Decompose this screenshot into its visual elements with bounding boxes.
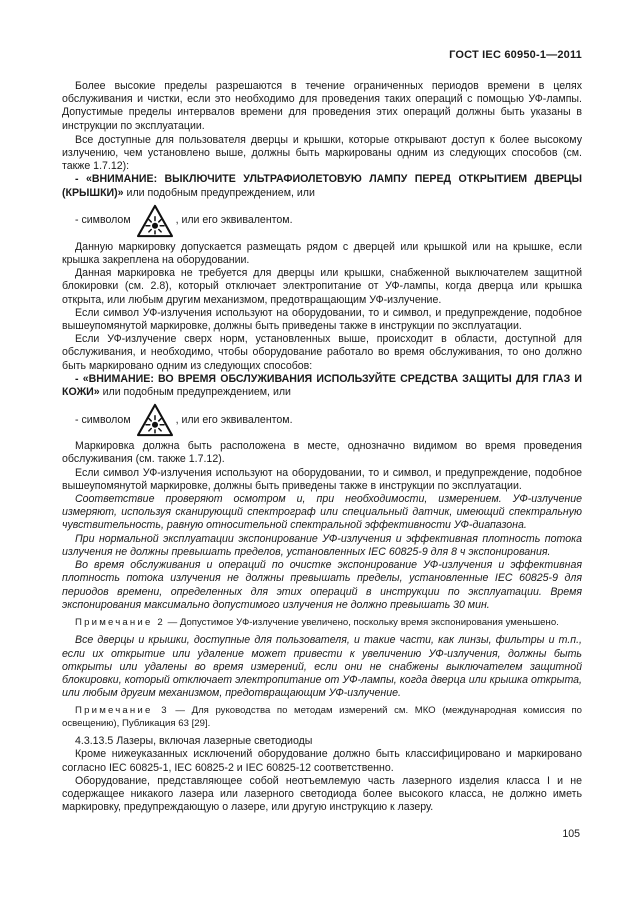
compliance-paragraph: Все дверцы и крышки, доступные для пользователя, и такие части, как линзы, фильтры и т.п., если их открытие или удаление может привести к увеличению УФ-излучения, должны быть открыты или удалены во время измерений, если они не снабжены выключателем защитной блокировки, который отключает электропитание от УФ-лампы, когда дверца или крышка открыта, или любым другим механизмом, предотвращающим УФ-излучение.	[62, 634, 582, 700]
document-body	[62, 80, 582, 814]
uv-radiation-warning-icon	[136, 204, 174, 238]
warning-text: - «ВНИМАНИЕ: ВО ВРЕМЯ ОБСЛУЖИВАНИЯ ИСПОЛЬЗУЙТЕ СРЕДСТВА ЗАЩИТЫ ДЛЯ ГЛАЗ И КОЖИ»	[62, 372, 582, 399]
symbol-line: - символом , или его эквивалентом.	[62, 402, 582, 438]
compliance-paragraph: Во время обслуживания и операций по очистке экспонирование УФ-излучения и эффективная плотность потока излучения не должны превышать пределы, установленные IEC 60825-9 для периодов времени, определенных для этих операций в инструкции по эксплуатации. Время экспонирования максимально допустимого излучения не должно превышать 30 мин.	[62, 559, 582, 611]
note-label: Примечание 2	[75, 616, 165, 628]
note: Примечание 3 — Для руководства по методам измерений см. МКО (международная комиссия по освещению), Публикация 63 [29].	[62, 705, 582, 729]
paragraph: Данную маркировку допускается размещать рядом с дверцей или крышкой или на крышке, если крышка закреплена на оборудовании.	[62, 240, 582, 267]
page-number: 105	[562, 828, 580, 840]
note: Примечание 2 — Допустимое УФ-излучение увеличено, поскольку время экспонирования уменьшено.	[75, 616, 559, 628]
section-heading: 4.3.13.5 Лазеры, включая лазерные светодиоды	[75, 735, 313, 748]
standard-header: ГОСТ IEC 60950-1—2011	[449, 49, 582, 61]
paragraph: Все доступные для пользователя дверцы и крышки, которые открывают доступ к более высокому излучению, чем установлено выше, должны быть маркированы одним из следующих способов (см. также 1.7.12):	[62, 133, 582, 173]
uv-radiation-warning-icon	[136, 403, 174, 437]
paragraph: Если символ УФ-излучения используют на оборудовании, то и символ, и предупреждение, подобное вышеупомянутой маркировке, должны быть приведены также в инструкции по эксплуатации.	[62, 466, 582, 492]
paragraph: Более высокие пределы разрешаются в течение ограниченных периодов времени в целях обслуживания и чистки, если это необходимо для проведения таких операций с помощью УФ-лампы. Допустимые пределы интервалов времени для проведения этих операций должны быть указаны в инструкции по эксплуатации.	[62, 80, 582, 132]
warning-text-paragraph: - «ВНИМАНИЕ: ВЫКЛЮЧИТЕ УЛЬТРАФИОЛЕТОВУЮ ЛАМПУ ПЕРЕД ОТКРЫТИЕМ ДВЕРЦЫ (КРЫШКИ)» или подобным предупреждением, или	[62, 173, 582, 199]
paragraph: Если символ УФ-излучения используют на оборудовании, то и символ, и предупреждение, подобное вышеупомянутой маркировке, должны быть приведены также в инструкции по эксплуатации.	[62, 306, 582, 333]
compliance-paragraph: Соответствие проверяют осмотром и, при необходимости, измерением. УФ-излучение измеряют, используя сканирующий спектрограф или специальный датчик, имеющий спектральную чувствительность, равную относительной спектральной эффективности УФ-диапазона.	[62, 493, 582, 532]
note-label: Примечание 3	[75, 705, 169, 717]
paragraph: Данная маркировка не требуется для дверцы или крышки, снабженной выключателем защитной блокировки (см. 2.8), который отключает электропитание от УФ-лампы, когда дверца или крышка открыта, или любым другим механизмом, предотвращающим УФ-излучение.	[62, 267, 582, 306]
warning-text-paragraph: - «ВНИМАНИЕ: ВО ВРЕМЯ ОБСЛУЖИВАНИЯ ИСПОЛЬЗУЙТЕ СРЕДСТВА ЗАЩИТЫ ДЛЯ ГЛАЗ И КОЖИ» или подобным предупреждением, или	[62, 372, 582, 399]
paragraph: Если УФ-излучение сверх норм, установленных выше, происходит в области, доступной для обслуживания, и необходимо, чтобы оборудование работало во время обслуживания, то оно должно быть маркировано одним из следующих способов:	[62, 333, 582, 372]
paragraph: Маркировка должна быть расположена в месте, однозначно видимом во время проведения обслуживания (см. также 1.7.12).	[62, 440, 582, 466]
warning-text: - «ВНИМАНИЕ: ВЫКЛЮЧИТЕ УЛЬТРАФИОЛЕТОВУЮ ЛАМПУ ПЕРЕД ОТКРЫТИЕМ ДВЕРЦЫ (КРЫШКИ)»	[62, 173, 582, 199]
symbol-line: - символом , или его эквивалентом.	[62, 203, 582, 239]
paragraph: Кроме нижеуказанных исключений оборудование должно быть классифицировано и маркировано согласно IEC 60825-1, IEC 60825-2 и IEC 60825-12 соответственно.	[62, 748, 582, 774]
paragraph: Оборудование, представляющее собой неотъемлемую часть лазерного изделия класса I и не содержащее никакого лазера или лазерного светодиода более высокого класса, не должно иметь маркировку, предупреждающую о лазере, или другую инструкцию к лазеру.	[62, 774, 582, 814]
compliance-paragraph: При нормальной эксплуатации экспонирование УФ-излучения и эффективная плотность потока излучения не должны превышать пределов, установленных IEC 60825-9 для 8 ч экспонирования.	[62, 532, 582, 558]
